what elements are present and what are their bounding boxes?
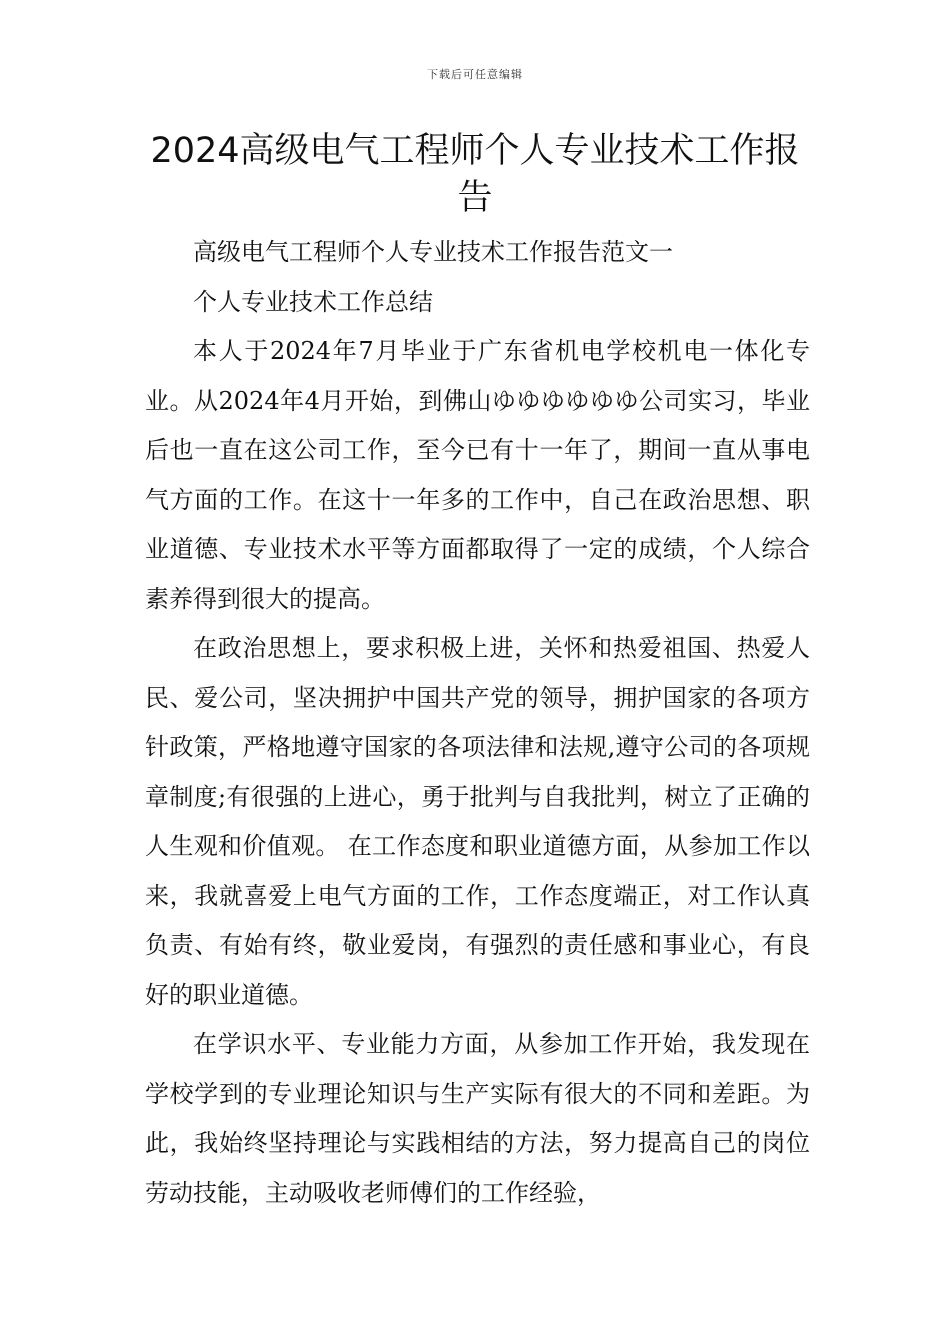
document-body [145, 228, 810, 1218]
paragraph-introduction: 本人于2024年7月毕业于广东省机电学校机电一体化专业。从2024年4月开始，到佛山ゆゆゆゆゆゆ公司实习，毕业后也一直在这公司工作，至今已有十一年了，期间一直从事电气方面的工作。在这十一年多的工作中，自己在政治思想、职业道德、专业技术水平等方面都取得了一定的成绩，个人综合素养得到很大的提高。 [145, 337, 810, 613]
header-note: 下载后可任意编辑 [427, 68, 523, 81]
paragraph-professional-ability: 在学识水平、专业能力方面，从参加工作开始，我发现在学校学到的专业理论知识与生产实际有很大的不同和差距。为此，我始终坚持理论与实践相结的方法，努力提高自己的岗位劳动技能，主动吸收老师傅们的工作经验， [145, 1030, 810, 1207]
document-title: 2024高级电气工程师个人专业技术工作报告 [150, 131, 800, 218]
paragraph-section-heading: 个人专业技术工作总结 [193, 287, 433, 316]
paragraph-subtitle: 高级电气工程师个人专业技术工作报告范文一 [193, 238, 673, 266]
paragraph-political-ideology: 在政治思想上，要求积极上进，关怀和热爱祖国、热爱人民、爱公司，坚决拥护中国共产党的领导，拥护国家的各项方针政策，严格地遵守国家的各项法律和法规,遵守公司的各项规章制度;有很强的上进心，勇于批判与自我批判，树立了正确的人生观和价值观。 在工作态度和职业道德方面，从参加工作以来，我就喜爱上电气方面的工作，工作态度端正，对工作认真负责、有始有终，敬业爱岗，有强烈的责任感和事业心，有良好的职业道德。 [145, 634, 810, 1009]
